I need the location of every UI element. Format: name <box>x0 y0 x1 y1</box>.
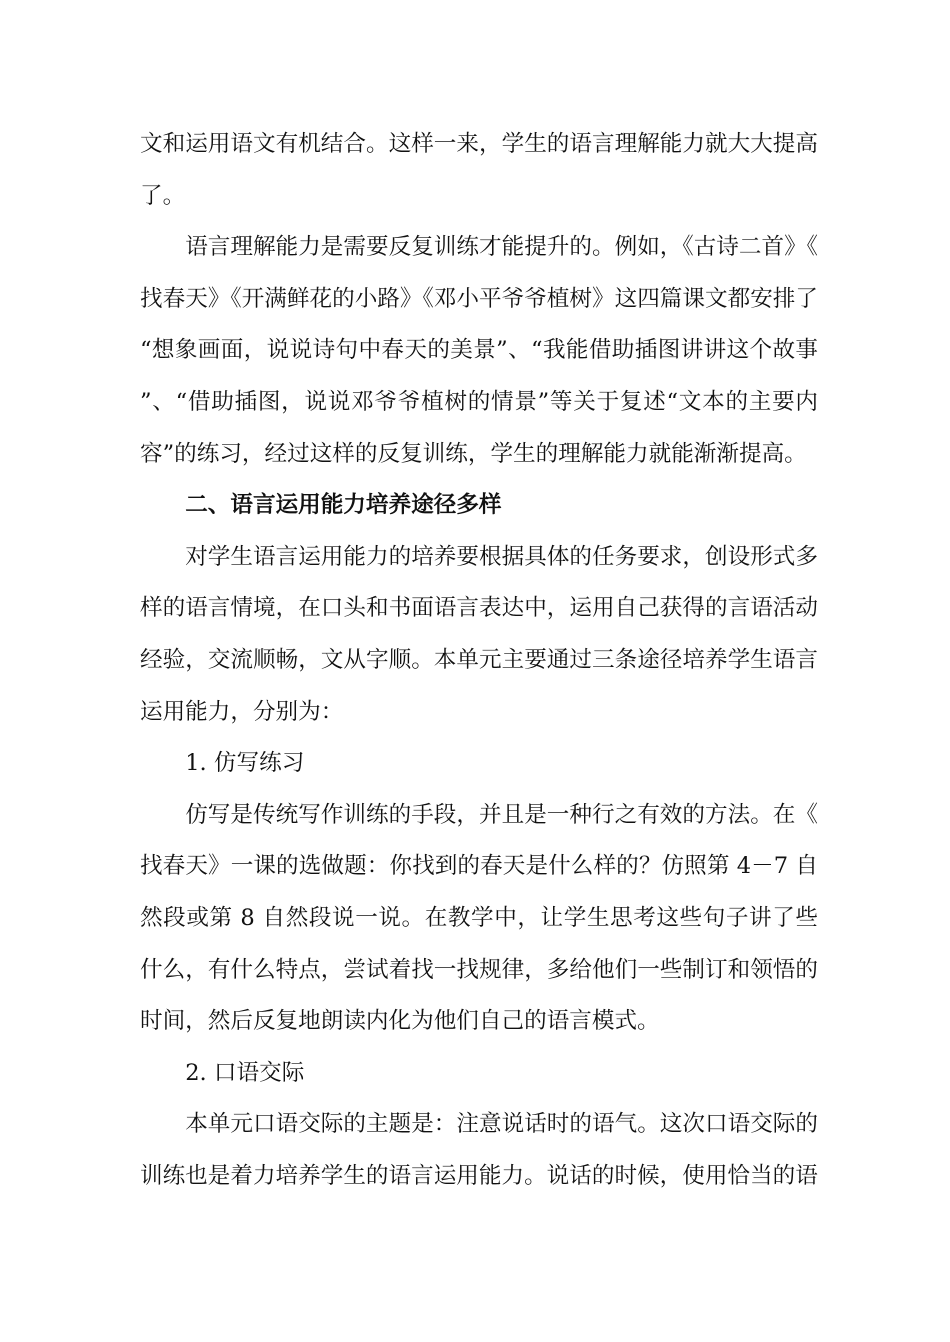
paragraph-imitation-writing: 仿写是传统写作训练的手段，并且是一种行之有效的方法。在《找春天》一课的选做题：你找到的春天是什么样的？仿照第 4－7 自然段或第 8 自然段说一说。在教学中，让学生思考这些句子讲了些什么，有什么特点，尝试着找一找规律，多给他们一些制订和领悟的时间，然后反复地朗读内化为他们自己的语言模式。 <box>140 801 818 1035</box>
section-heading: 二、语言运用能力培养途径多样 <box>185 492 502 519</box>
list-item-imitation-writing: 1. 仿写练习 <box>185 750 305 777</box>
paragraph-continuation: 文和运用语文有机结合。这样一来，学生的语言理解能力就大大提高了。 <box>140 131 818 209</box>
paragraph-language-understanding: 语言理解能力是需要反复训练才能提升的。例如，《古诗二首》《找春天》《开满鲜花的小路》《邓小平爷爷植树》这四篇课文都安排了“想象画面，说说诗句中春天的美景”、“我能借助插图讲讲这个故事”、“借助插图，说说邓爷爷植树的情景”等关于复述“文本的主要内容”的练习，经过这样的反复训练，学生的理解能力就能渐渐提高。 <box>140 234 818 467</box>
list-item-oral-communication: 2. 口语交际 <box>185 1059 305 1086</box>
paragraph-language-application: 对学生语言运用能力的培养要根据具体的任务要求，创设形式多样的语言情境，在口头和书面语言表达中，运用自己获得的言语活动经验，交流顺畅，文从字顺。本单元主要通过三条途径培养学生语言运用能力，分别为： <box>140 543 818 725</box>
paragraph-oral-communication: 本单元口语交际的主题是：注意说话时的语气。这次口语交际的训练也是着力培养学生的语言运用能力。说话的时候，使用恰当的语 <box>140 1111 818 1189</box>
document-body <box>140 119 818 1202</box>
